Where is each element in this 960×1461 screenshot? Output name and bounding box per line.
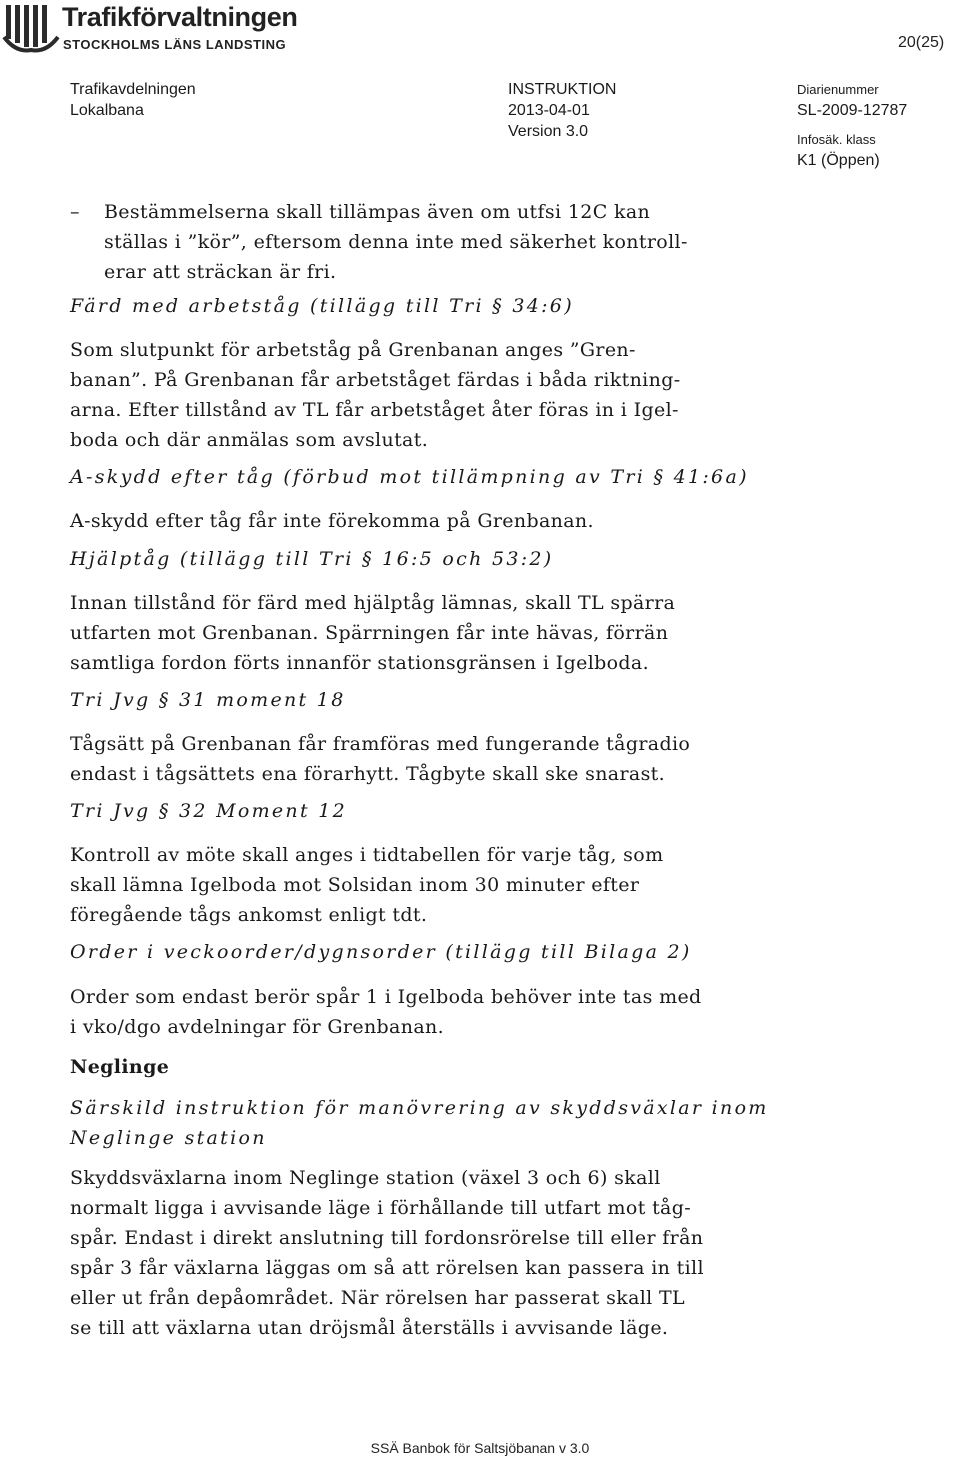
text-line: arna. Efter tillstånd av TL får arbetståget åter föras in i Igel- [70, 399, 679, 421]
paragraph-a-skydd [70, 506, 594, 536]
subheading-hjalptag: Hjälptåg (tillägg till Tri § 16:5 och 53:2) [70, 548, 554, 570]
text-line: se till att växlarna utan dröjsmål återställs i avvisande läge. [70, 1317, 669, 1339]
paragraph-hjalptag [70, 588, 675, 678]
unit-name: Lokalbana [70, 102, 144, 119]
text-line: Skyddsväxlarna inom Neglinge station (växel 3 och 6) skall [70, 1167, 661, 1189]
bullet-dash: – [70, 201, 80, 223]
document-info-block [508, 79, 616, 142]
text-line: endast i tågsättets ena förarhytt. Tågbyte skall ske snarast. [70, 763, 666, 785]
logo [0, 0, 330, 56]
registry-number: SL-2009-12787 [797, 102, 908, 119]
text-line: spår 3 får växlarna läggas om så att rörelsen kan passera in till [70, 1257, 704, 1279]
text-line: normalt ligga i avvisande läge i förhållande till utfart mot tåg- [70, 1197, 692, 1219]
text-line: skall lämna Igelboda mot Solsidan inom 30 minuter efter [70, 874, 640, 896]
document-version: Version 3.0 [508, 123, 589, 140]
text-line: samtliga fordon förts innanför stationsgränsen i Igelboda. [70, 652, 649, 674]
paragraph-arbetstag [70, 335, 680, 455]
text-line: Bestämmelserna skall tillämpas även om utfsi 12C kan [104, 201, 651, 223]
text-line: banan”. På Grenbanan får arbetståget färdas i båda riktning- [70, 369, 681, 391]
paragraph-skyddsvaxlar [70, 1163, 704, 1343]
text-line: boda och där anmälas som avslutat. [70, 429, 429, 451]
text-line: A-skydd efter tåg får inte förekomma på Grenbanan. [70, 510, 594, 532]
text-line: Neglinge station [70, 1127, 267, 1149]
paragraph-kontroll-av-mote [70, 840, 663, 930]
text-line: Tågsätt på Grenbanan får framföras med fungerande tågradio [70, 733, 691, 755]
subheading-a-skydd: A-skydd efter tåg (förbud mot tillämpning av Tri § 41:6a) [70, 466, 749, 488]
text-line: Särskild instruktion för manövrering av skyddsväxlar inom [70, 1097, 769, 1119]
page-number: 20(25) [898, 34, 945, 51]
text-line: Som slutpunkt för arbetståg på Grenbanan anges ”Gren- [70, 339, 636, 361]
text-line: föregående tågs ankomst enligt tdt. [70, 904, 428, 926]
paragraph-tagradio [70, 729, 690, 789]
logo-subtitle: STOCKHOLMS LÄNS LANDSTING [63, 37, 287, 52]
bullet-item [104, 197, 688, 287]
info-class-value: K1 (Öppen) [797, 152, 880, 169]
department-block [70, 79, 196, 121]
logo-name: Trafikförvaltningen [62, 2, 298, 32]
department-name: Trafikavdelningen [70, 81, 196, 98]
subheading-skyddsvaxlar [70, 1093, 769, 1153]
text-line: Innan tillstånd för färd med hjälptåg lämnas, skall TL spärra [70, 592, 676, 614]
text-line: ställas i ”kör”, eftersom denna inte med säkerhet kontroll- [104, 231, 688, 253]
document-type: INSTRUKTION [508, 81, 617, 98]
paragraph-order [70, 982, 702, 1042]
trafikforvaltningen-logo-mark [2, 3, 60, 53]
document-date: 2013-04-01 [508, 102, 590, 119]
footer: SSÄ Banbok för Saltsjöbanan v 3.0 [370, 1440, 590, 1456]
registry-number-label: Diarienummer [797, 82, 879, 97]
text-line: spår. Endast i direkt anslutning till fordonsrörelse till eller från [70, 1227, 704, 1249]
section-heading-neglinge: Neglinge [70, 1056, 170, 1078]
text-line: eller ut från depåområdet. När rörelsen har passerat skall TL [70, 1287, 685, 1309]
text-line: i vko/dgo avdelningar för Grenbanan. [70, 1016, 444, 1038]
text-line: Kontroll av möte skall anges i tidtabellen för varje tåg, som [70, 844, 664, 866]
subheading-ford-med-arbetstag: Färd med arbetståg (tillägg till Tri § 34:6) [70, 295, 574, 317]
text-line: erar att sträckan är fri. [104, 261, 337, 283]
subheading-order: Order i veckoorder/dygnsorder (tillägg till Bilaga 2) [70, 941, 692, 963]
registry-block [797, 79, 907, 171]
text-line: Order som endast berör spår 1 i Igelboda behöver inte tas med [70, 986, 702, 1008]
info-class-label: Infosäk. klass [797, 132, 876, 147]
text-line: utfarten mot Grenbanan. Spärrningen får inte hävas, förrän [70, 622, 669, 644]
subheading-tri-jvg-31: Tri Jvg § 31 moment 18 [70, 689, 346, 711]
subheading-tri-jvg-32: Tri Jvg § 32 Moment 12 [70, 800, 348, 822]
